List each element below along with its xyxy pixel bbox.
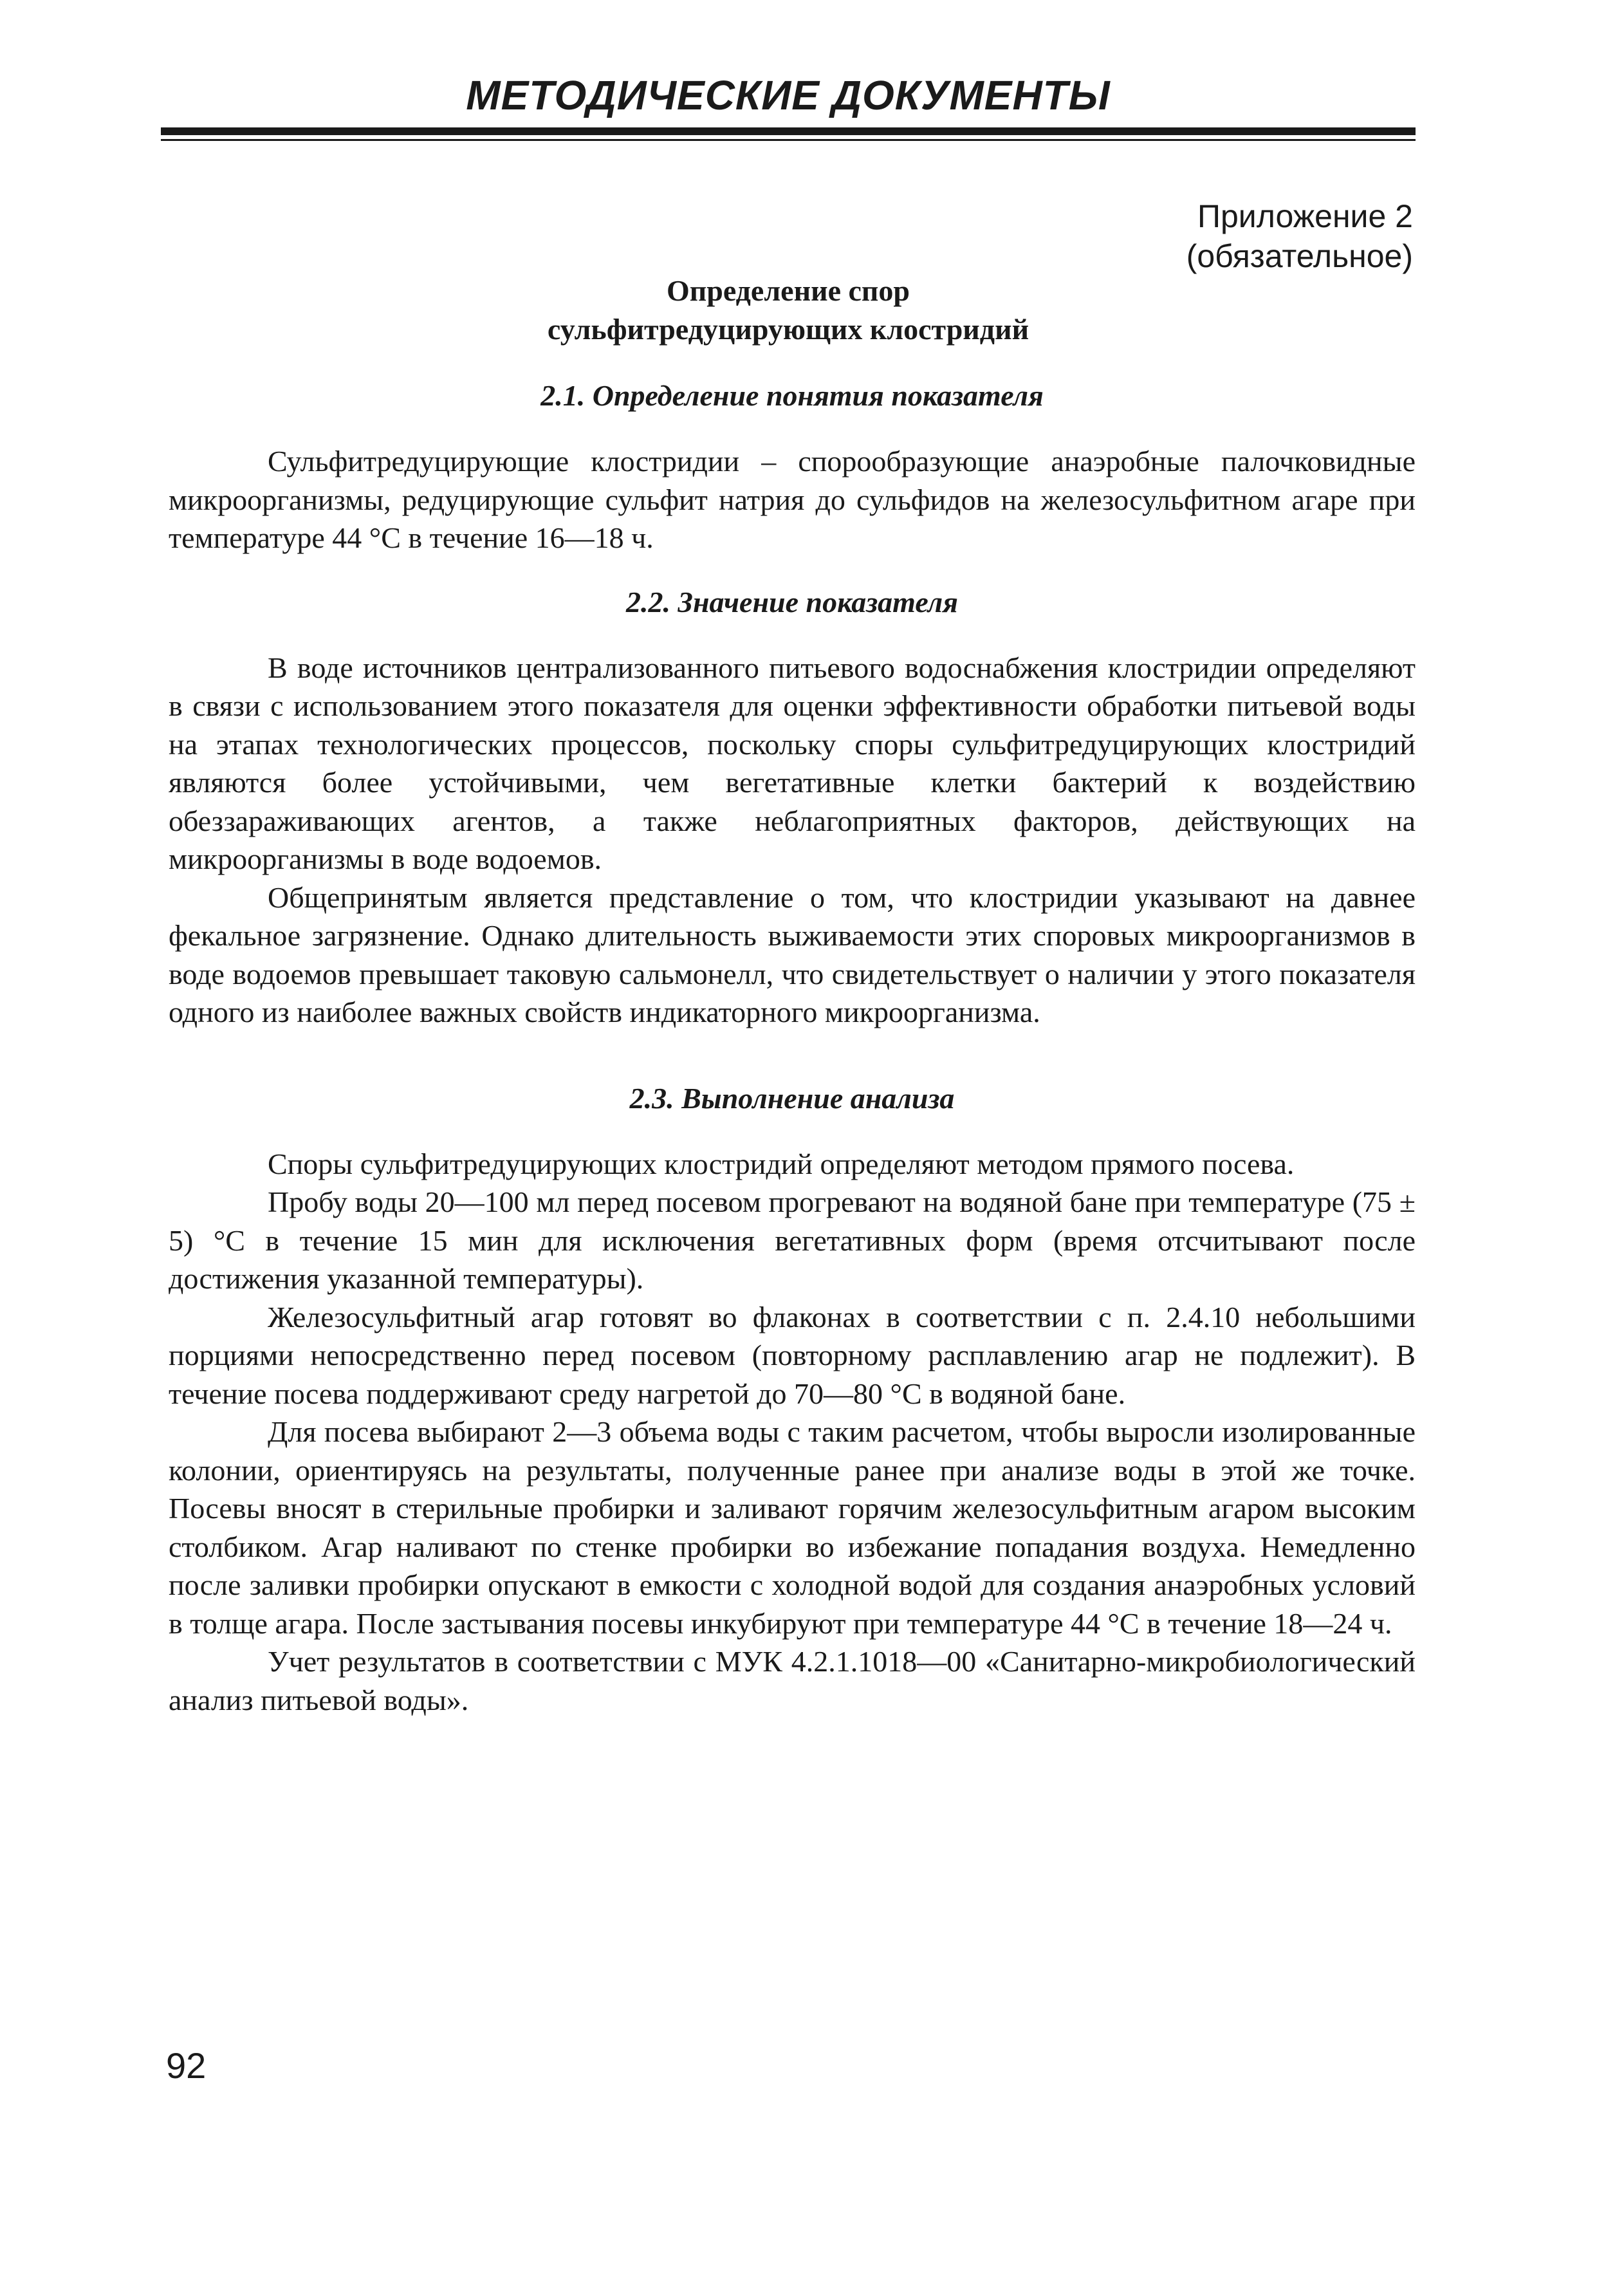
section-2-1: [169, 376, 1416, 557]
paragraph: Для посева выбирают 2—3 объема воды с таким расчетом, чтобы выросли изолированные колонии, ориентируясь на результаты, полученные ранее при анализе воды в этой же точке. Посевы вносят в стерильные пробирки и заливают горячим железосульфитным агаром высоким столбиком. Агар наливают по стенке пробирки во избежание попадания воздуха. Немедленно после заливки пробирки опускают в емкости с холодной водой для создания анаэробных условий в толще агара. После застывания посевы инкубируют при температуре 44 °С в течение 18—24 ч.: [169, 1415, 1416, 1640]
paragraph: Споры сульфитредуцирующих клостридий определяют методом прямого посева.: [268, 1147, 1295, 1180]
paragraph: В воде источников централизованного питьевого водоснабжения клостридии определяют в связи с использованием этого показателя для оценки эффективности обработки питьевой воды на этапах технологических процессов, поскольку споры сульфитредуцирующих клостридий являются более устойчивыми, чем вегетативные клетки бактерий к воздействию обеззараживающих агентов, а также неблагоприятных факторов, действующих на микроорганизмы в воде водоемов.: [169, 651, 1416, 875]
document-title-line-1: Определение спор: [666, 274, 910, 307]
section-heading: 2.3. Выполнение анализа: [629, 1081, 955, 1115]
header-rule-thick: [161, 127, 1416, 135]
running-title: МЕТОДИЧЕСКИЕ ДОКУМЕНТЫ: [466, 72, 1111, 118]
paragraph: Сульфитредуцирующие клостридии – спорообразующие анаэробные палочковидные микроорганизмы, редуцирующие сульфит натрия до сульфидов на железосульфитном агаре при температуре 44 °С в течение 16—18 ч.: [169, 445, 1416, 554]
appendix-status: (обязательное): [1186, 238, 1413, 274]
document-body: [169, 376, 1416, 1719]
document-title: [161, 272, 1416, 349]
page-number: 92: [166, 2045, 207, 2086]
document-title-line-2: сульфитредуцирующих клостридий: [547, 313, 1029, 346]
section-heading: 2.2. Значение показателя: [626, 585, 958, 618]
section-2-3: [169, 1079, 1416, 1720]
appendix-number: Приложение 2: [1197, 198, 1413, 234]
paragraph: Пробу воды 20—100 мл перед посевом прогревают на водяной бане при температуре (75 ± 5) °С в течение 15 мин для исключения вегетативных форм (время отсчитывают после достижения указанной температуры).: [169, 1185, 1416, 1295]
paragraph: Общепринятым является представление о том, что клостридии указывают на давнее фекальное загрязнение. Однако длительность выживаемости этих споровых микроорганизмов в воде водоемов превышает таковую сальмонелл, что свидетельствует о наличии у этого показателя одного из наиболее важных свойств индикаторного микроорганизма.: [169, 880, 1416, 1028]
appendix-label: [1186, 196, 1413, 276]
section-2-2: [169, 583, 1416, 1032]
paragraph: Железосульфитный агар готовят во флаконах в соответствии с п. 2.4.10 небольшими порциями непосредственно перед посевом (повторному расплавлению агар не подлежит). В течение посева поддерживают среду нагретой до 70—80 °С в водяной бане.: [169, 1300, 1416, 1410]
section-heading: 2.1. Определение понятия показателя: [540, 379, 1044, 412]
paragraph: Учет результатов в соответствии с МУК 4.2.1.1018—00 «Санитарно-микробиологический анализ питьевой воды».: [169, 1645, 1416, 1716]
header-rule-thin: [161, 139, 1416, 141]
